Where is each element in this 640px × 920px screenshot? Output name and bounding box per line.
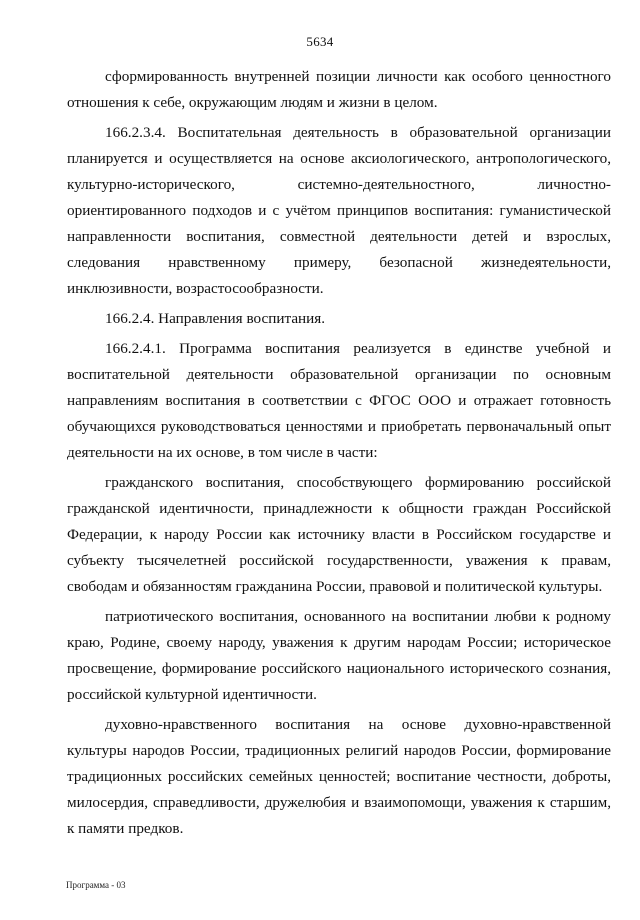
paragraph-166-2-4-1: 166.2.4.1. Программа воспитания реализуется в единстве учебной и воспитательной деятельности образовательной организации по основным направлениям воспитания в соответствии с ФГОС ООО и отражает готовность обучающихся руководствоваться ценностями и приобретать первоначальный опыт деятельности на их основе, в том числе в части:: [67, 340, 611, 461]
paragraph-civic-education: гражданского воспитания, способствующего формированию российской гражданской идентичности, принадлежности к общности граждан Российской Федерации, к народу России как источнику власти в Российском государстве и субъекту тысячелетней российской государственности, уважения к правам, свободам и обязанностям гражданина России, правовой и политической культуры.: [67, 474, 611, 595]
paragraph-spiritual-moral-education: духовно-нравственного воспитания на основе духовно-нравственной культуры народов России, традиционных религий народов России, формирование традиционных российских семейных ценностей; воспитание честности, доброты, милосердия, справедливости, дружелюбия и взаимопомощи, уважения к старшим, к памяти предков.: [67, 716, 611, 837]
paragraph-166-2-4-heading: 166.2.4. Направления воспитания.: [105, 310, 326, 327]
document-body: [67, 64, 611, 846]
paragraph-166-2-3-4: 166.2.3.4. Воспитательная деятельность в образовательной организации планируется и осуществляется на основе аксиологического, антропологического, культурно-исторического, системно-деятельностного, личностно-ориентированного подходов и с учётом принципов воспитания: гуманистической направленности воспитания, совместной деятельности детей и взрослых, следования нравственному примеру, безопасной жизнедеятельности, инклюзивности, возрастосообразности.: [67, 124, 611, 297]
page-number: 5634: [306, 34, 334, 49]
paragraph-patriotic-education: патриотического воспитания, основанного на воспитании любви к родному краю, Родине, своему народу, уважения к другим народам России; историческое просвещение, формирование российского национального исторического сознания, российской культурной идентичности.: [67, 608, 611, 703]
paragraph-self-relation: сформированность внутренней позиции личности как особого ценностного отношения к себе, окружающим людям и жизни в целом.: [67, 68, 611, 111]
page-footer: Программа - 03: [66, 880, 126, 890]
